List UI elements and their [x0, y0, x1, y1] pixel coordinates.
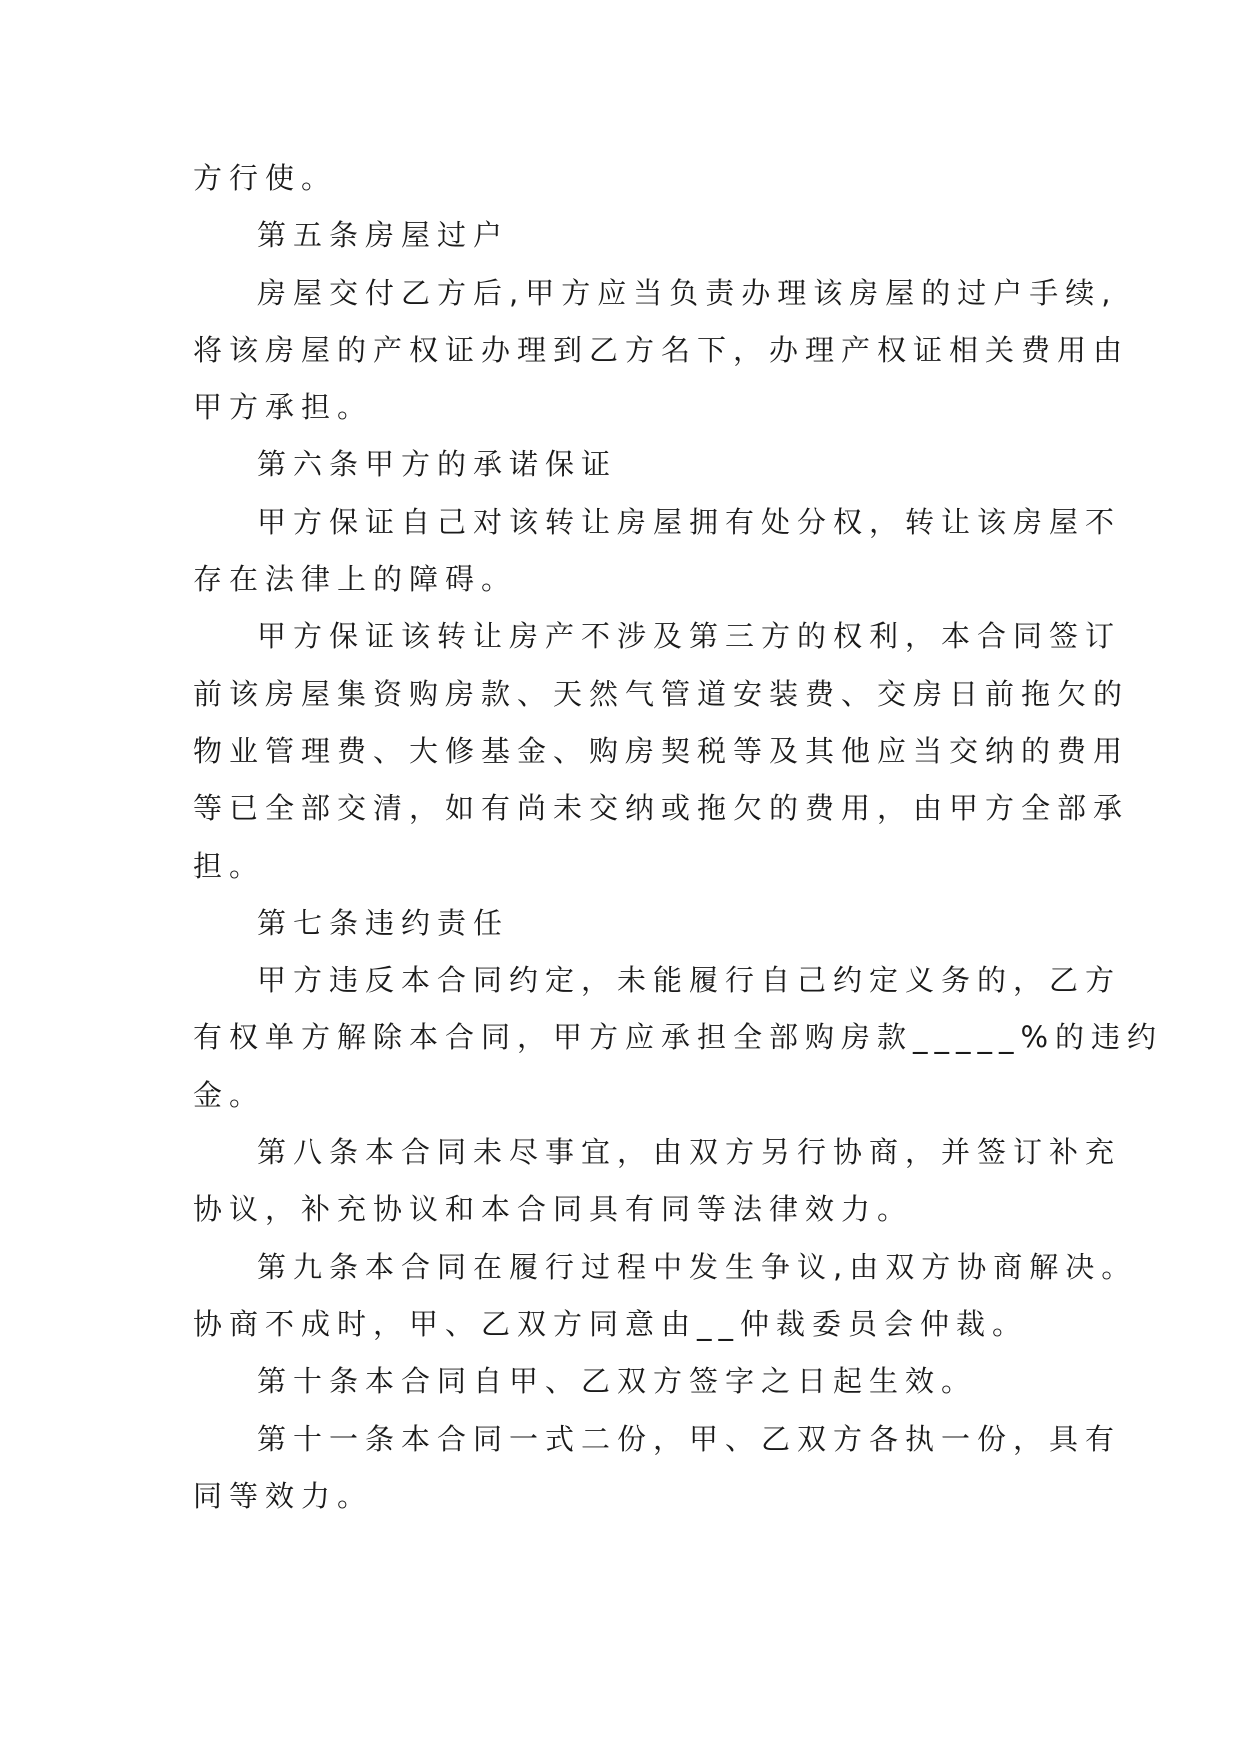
paragraph-line: 第七条违约责任 [257, 905, 510, 940]
paragraph-line: 前该房屋集资购房款、天然气管道安装费、交房日前拖欠的 [193, 676, 1130, 711]
paragraph-line: 协商不成时，甲、乙双方同意由__仲裁委员会仲裁。 [193, 1306, 1029, 1341]
paragraph-line: 房屋交付乙方后,甲方应当负责办理该房屋的过户手续, [257, 275, 1118, 310]
paragraph-line: 第十条本合同自甲、乙双方签字之日起生效。 [257, 1364, 978, 1399]
paragraph-continuation [193, 150, 1073, 207]
paragraph-line: 第九条本合同在履行过程中发生争议,由双方协商解决。 [257, 1249, 1138, 1284]
article-11 [193, 1411, 1122, 1526]
article-6-body-2 [193, 608, 1130, 894]
paragraph-line: 存在法律上的障碍。 [193, 562, 518, 597]
article-8 [193, 1124, 1122, 1239]
paragraph-line: 等已全部交清，如有尚未交纳或拖欠的费用，由甲方全部承 [193, 791, 1130, 826]
paragraph-line: 第八条本合同未尽事宜，由双方另行协商，并签订补充 [257, 1135, 1122, 1170]
paragraph-line: 甲方承担。 [193, 390, 374, 425]
article-7-heading [193, 895, 1073, 952]
paragraph-line: 方行使。 [193, 161, 338, 195]
paragraph-line: 将该房屋的产权证办理到乙方名下，办理产权证相关费用由 [193, 332, 1130, 367]
paragraph-line: 甲方保证自己对该转让房屋拥有处分权，转让该房屋不 [257, 504, 1122, 539]
paragraph-line: 协议，补充协议和本合同具有同等法律效力。 [193, 1192, 914, 1227]
article-6-body-1 [193, 494, 1122, 609]
article-10 [193, 1353, 1073, 1410]
article-5-body [193, 265, 1130, 437]
paragraph-line: 甲方保证该转让房产不涉及第三方的权利，本合同签订 [257, 619, 1122, 654]
paragraph-line: 同等效力。 [193, 1478, 374, 1513]
paragraph-line: 第十一条本合同一式二份，甲、乙双方各执一份，具有 [257, 1421, 1122, 1456]
article-7-body [193, 952, 1164, 1124]
paragraph-line: 第五条房屋过户 [257, 218, 510, 253]
paragraph-line: 第六条甲方的承诺保证 [257, 447, 618, 482]
article-9 [193, 1239, 1138, 1354]
paragraph-line: 金。 [193, 1077, 266, 1112]
paragraph-line: 甲方违反本合同约定，未能履行自己约定义务的，乙方 [257, 963, 1122, 998]
article-6-heading [193, 436, 1073, 493]
paragraph-line: 物业管理费、大修基金、购房契税等及其他应当交纳的费用 [193, 733, 1130, 768]
document-body [193, 150, 1164, 1525]
article-5-heading [193, 207, 1073, 264]
paragraph-line: 担。 [193, 848, 266, 883]
paragraph-line: 有权单方解除本合同，甲方应承担全部购房款_____%的违约 [193, 1020, 1164, 1055]
